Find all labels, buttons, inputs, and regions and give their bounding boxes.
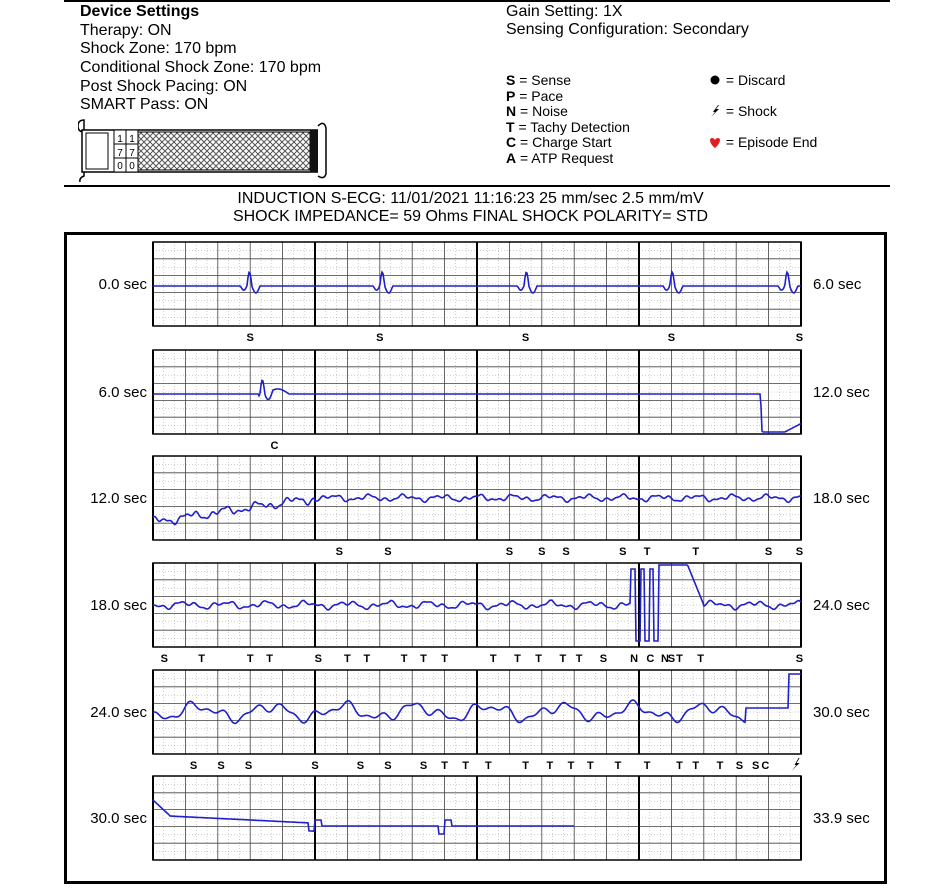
legend-desc: = Shock: [722, 103, 777, 119]
shock-bolt-icon: [792, 758, 800, 771]
ecg-strip: [90, 563, 870, 665]
event-marker: T: [462, 760, 470, 772]
strip-start-time: 12.0 sec: [90, 490, 147, 507]
event-marker: S: [314, 653, 322, 665]
event-marker: S: [384, 546, 392, 558]
sensing-configuration: Sensing Configuration: Secondary: [506, 21, 749, 38]
legend-desc: = Noise: [516, 103, 568, 119]
counter-digit: 1: [117, 134, 123, 145]
event-marker: T: [514, 653, 521, 665]
event-marker: S: [735, 760, 744, 772]
legend-desc: = Episode End: [722, 134, 818, 150]
legend-desc: = Tachy Detection: [514, 118, 630, 135]
event-marker: S: [311, 760, 319, 772]
event-marker: T: [441, 760, 448, 772]
ecg-trace: [153, 800, 574, 834]
ecg-header-line-2: SHOCK IMPEDANCE= 59 Ohms FINAL SHOCK POLARITY= STD: [232, 208, 709, 225]
device-settings-title: Device Settings: [80, 3, 200, 20]
counter-digit: 0: [117, 161, 123, 172]
ecg-strip: [99, 350, 871, 452]
event-marker: T: [716, 760, 724, 772]
legend-code: A: [506, 149, 517, 166]
event-marker: T: [484, 760, 492, 772]
event-marker: T: [587, 760, 594, 772]
event-marker: T: [546, 760, 554, 772]
strip-end-time: 30.0 sec: [813, 704, 870, 721]
event-marker: T: [363, 653, 371, 665]
counter-digit: 0: [129, 161, 135, 172]
ecg-header-line-1: INDUCTION S-ECG: 11/01/2021 11:16:23 25 mm/sec 2.5 mm/mV: [237, 190, 704, 207]
event-marker: T: [400, 653, 408, 665]
smart-pass-setting: SMART Pass: ON: [80, 96, 209, 113]
event-marker: N: [630, 653, 639, 665]
event-marker: S: [384, 760, 392, 772]
legend-code: C: [506, 134, 517, 150]
event-marker: T: [489, 653, 497, 665]
event-marker: S: [795, 546, 804, 558]
event-marker: S: [751, 760, 760, 772]
event-marker: T: [575, 653, 583, 665]
strip-start-time: 0.0 sec: [98, 276, 147, 293]
event-marker: S: [619, 546, 627, 558]
event-marker: S: [795, 653, 804, 665]
event-marker: S: [335, 546, 343, 558]
event-marker: S: [538, 546, 546, 558]
event-marker: S: [246, 332, 254, 344]
strip-start-time: 24.0 sec: [90, 704, 147, 721]
strip-end-time: 18.0 sec: [813, 490, 870, 507]
event-marker: S: [376, 332, 384, 344]
event-marker: T: [246, 653, 254, 665]
counter-digit: 1: [129, 134, 135, 145]
event-marker: S: [667, 653, 676, 665]
counter-digit: 7: [129, 148, 135, 159]
event-marker: C: [761, 760, 770, 772]
post-shock-pacing-setting: Post Shock Pacing: ON: [80, 78, 248, 95]
event-marker: S: [217, 760, 225, 772]
ecg-strip: [90, 776, 870, 860]
event-marker: S: [764, 546, 773, 558]
event-marker: T: [692, 546, 700, 558]
strip-end-time: 12.0 sec: [813, 384, 870, 401]
event-marker: T: [643, 760, 651, 772]
strip-start-time: 18.0 sec: [90, 597, 147, 614]
event-marker: S: [189, 760, 198, 772]
ecg-strip: [90, 670, 870, 772]
event-marker: T: [420, 653, 427, 665]
event-marker: T: [559, 653, 567, 665]
event-marker: T: [344, 653, 351, 665]
event-marker: S: [505, 546, 514, 558]
gain-setting: Gain Setting: 1X: [506, 3, 623, 20]
legend-desc: = ATP Request: [516, 149, 614, 166]
legend-code: T: [506, 118, 515, 135]
event-marker: C: [646, 653, 655, 665]
event-marker: S: [562, 546, 570, 558]
event-marker: S: [419, 760, 428, 772]
event-marker: T: [697, 653, 704, 665]
event-marker: T: [692, 760, 700, 772]
event-marker: T: [614, 760, 622, 772]
conditional-shock-zone-setting: Conditional Shock Zone: 170 bpm: [80, 59, 322, 76]
strip-end-time: 6.0 sec: [813, 276, 862, 293]
event-marker: T: [266, 653, 274, 665]
event-marker: S: [667, 332, 676, 344]
strip-end-time: 33.9 sec: [813, 810, 870, 827]
event-marker: T: [676, 760, 683, 772]
legend-desc: = Charge Start: [516, 134, 612, 150]
event-marker: S: [795, 332, 804, 344]
event-marker: T: [643, 546, 651, 558]
event-marker: C: [270, 440, 279, 452]
event-marker: T: [567, 760, 575, 772]
event-marker: S: [521, 332, 530, 344]
shock-zone-setting: Shock Zone: 170 bpm: [80, 40, 237, 57]
event-marker: N: [660, 653, 669, 665]
event-marker: S: [356, 760, 365, 772]
strip-end-time: 24.0 sec: [813, 597, 870, 614]
strip-start-time: 30.0 sec: [90, 810, 147, 827]
event-marker: T: [522, 760, 529, 772]
legend-code: N: [506, 103, 517, 119]
event-marker: T: [441, 653, 448, 665]
event-marker: T: [676, 653, 683, 665]
counter-digit: 7: [117, 148, 123, 159]
ecg-strip: [90, 456, 870, 558]
event-marker: S: [244, 760, 253, 772]
strip-start-time: 6.0 sec: [98, 384, 147, 401]
event-marker: T: [535, 653, 542, 665]
event-marker: T: [198, 653, 205, 665]
event-marker: S: [160, 653, 169, 665]
legend-desc: = Sense: [515, 72, 571, 88]
legend-desc: = Pace: [515, 87, 564, 104]
therapy-setting: Therapy: ON: [80, 22, 172, 39]
legend-desc: = Discard: [722, 72, 786, 88]
event-marker: S: [599, 653, 608, 665]
ecg-strip: [99, 242, 862, 344]
legend-code: S: [506, 72, 516, 88]
legend-code: P: [506, 87, 516, 104]
